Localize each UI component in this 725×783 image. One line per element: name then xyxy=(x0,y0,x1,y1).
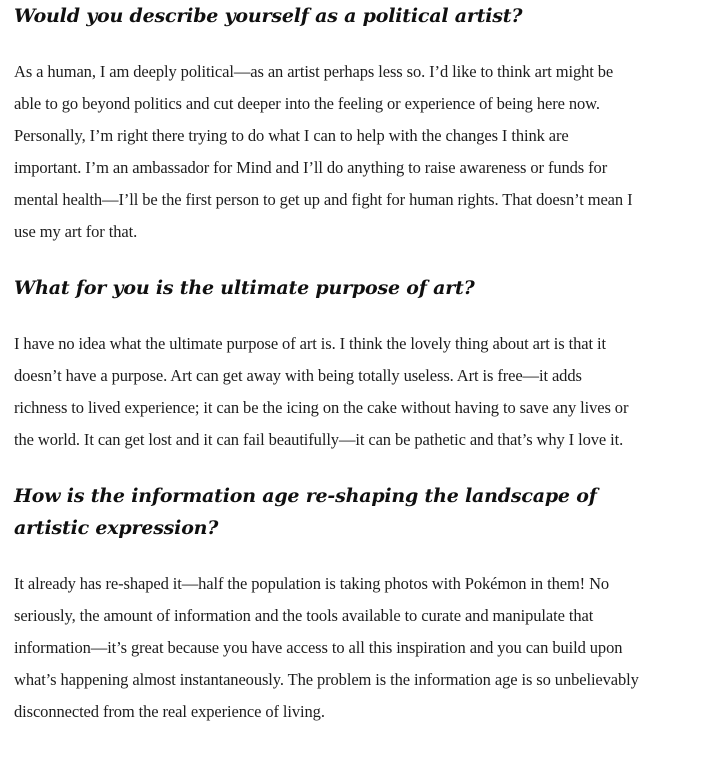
qa-section-information-age xyxy=(14,480,639,728)
interview-article xyxy=(14,0,639,728)
qa-section-purpose-of-art xyxy=(14,272,639,456)
answer-paragraph: I have no idea what the ultimate purpose of art is. I think the lovely thing about art is that it doesn’t have a purpose. Art can get away with being totally useless. Art is free—it adds richness to lived experience; it can be the icing on the cake without having to save any lives or the world. It can get lost and it can fail beautifully—it can be pathetic and that’s why I love it. xyxy=(14,334,629,449)
question-heading: Would you describe yourself as a political artist? xyxy=(14,5,523,27)
answer-paragraph: As a human, I am deeply political—as an artist perhaps less so. I’d like to think art might be able to go beyond politics and cut deeper into the feeling or experience of being here now. Personally, I’m right there trying to do what I can to help with the changes I think are important. I’m an ambassador for Mind and I’ll do anything to raise awareness or funds for mental health—I’ll be the first person to get up and fight for human rights. That doesn’t mean I use my art for that. xyxy=(14,62,633,241)
question-heading: How is the information age re-shaping the landscape of artistic expression? xyxy=(14,485,597,539)
question-heading: What for you is the ultimate purpose of art? xyxy=(14,277,475,299)
qa-section-political-artist xyxy=(14,0,639,248)
answer-paragraph: It already has re-shaped it—half the population is taking photos with Pokémon in them! No seriously, the amount of information and the tools available to curate and manipulate that information—it’s great because you have access to all this inspiration and you can build upon what’s happening almost instantaneously. The problem is the information age is so unbelievably disconnected from the real experience of living. xyxy=(14,574,639,721)
